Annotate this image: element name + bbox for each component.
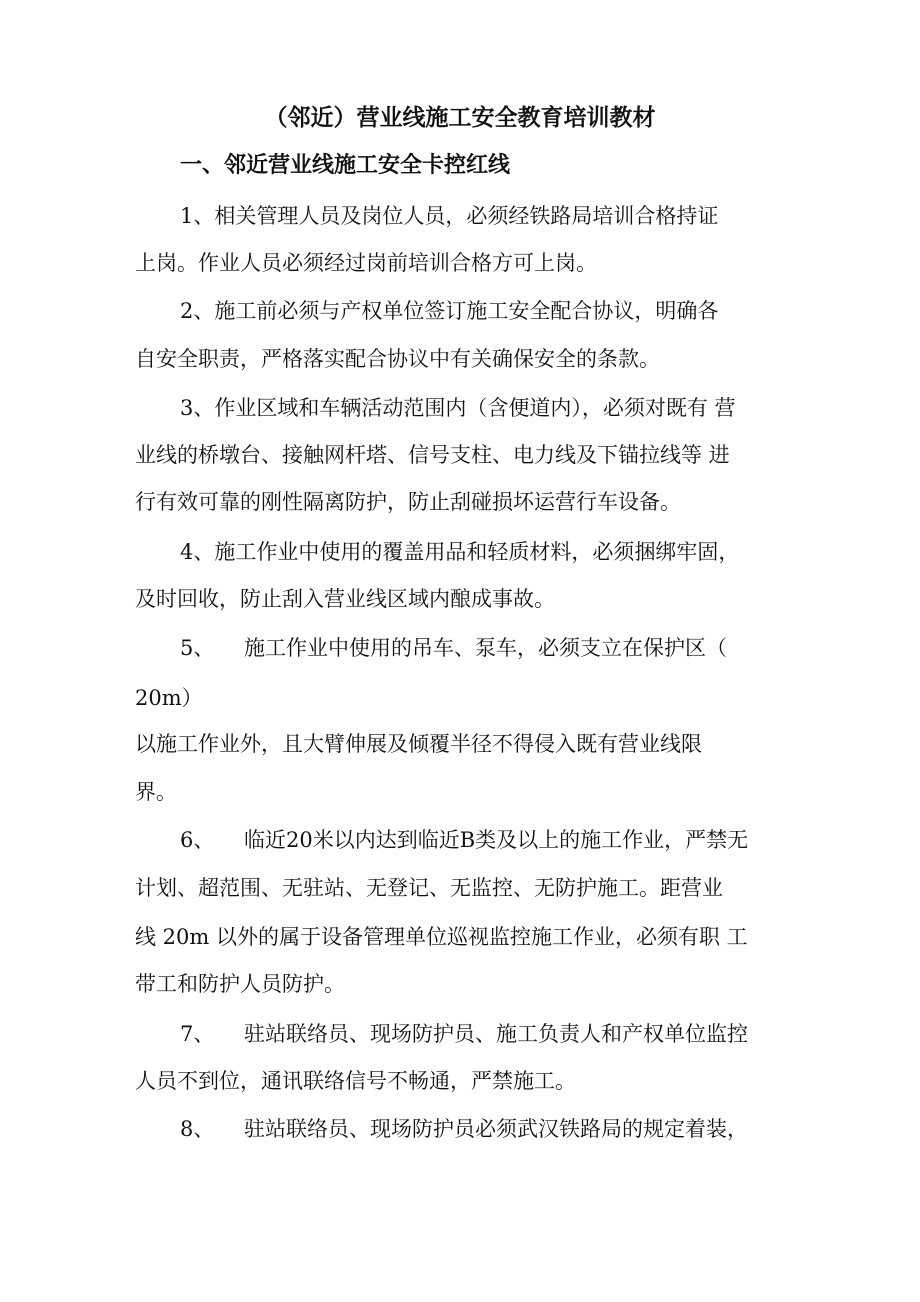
item-2-line-1: 2、施工前必须与产权单位签订施工安全配合协议，明确各	[180, 299, 719, 323]
item-7-number: 7、	[180, 1022, 215, 1046]
item-5-line-4: 界。	[135, 780, 177, 804]
item-5-line-3: 以施工作业外，且大臂伸展及倾覆半径不得侵入既有营业线限	[135, 732, 702, 756]
section-heading: 一、邻近营业线施工安全卡控红线	[180, 152, 511, 178]
item-6-line-4: 带工和防护人员防护。	[135, 972, 345, 996]
item-1-line-1: 1、相关管理人员及岗位人员，必须经铁路局培训合格持证	[180, 204, 719, 228]
item-5-number: 5、	[180, 636, 215, 660]
item-6-line-2: 计划、超范围、无驻站、无登记、无监控、无防护施工。距营业	[135, 876, 723, 900]
item-3-line-2: 业线的桥墩台、接触网杆塔、信号支柱、电力线及下锚拉线等 进	[135, 443, 730, 467]
item-3-line-1: 3、作业区域和车辆活动范围内（含便道内），必须对既有 营	[180, 396, 736, 420]
item-7-line-1: 驻站联络员、现场防护员、施工负责人和产权单位监控	[244, 1022, 748, 1046]
item-5-line-2: 20m）	[135, 686, 203, 710]
item-4-line-2: 及时回收，防止刮入营业线区域内酿成事故。	[135, 587, 555, 611]
item-7-line-2: 人员不到位，通讯联络信号不畅通，严禁施工。	[135, 1069, 576, 1093]
item-8-line-1: 驻站联络员、现场防护员必须武汉铁路局的规定着装，	[244, 1117, 748, 1141]
document-title: （邻近）营业线施工安全教育培训教材	[264, 104, 656, 131]
item-8-number: 8、	[180, 1117, 215, 1141]
item-6-line-3: 线 20m 以外的属于设备管理单位巡视监控施工作业，必须有职 工	[135, 925, 748, 949]
item-3-line-3: 行有效可靠的刚性隔离防护，防止刮碰损坏运营行车设备。	[135, 490, 681, 514]
item-6-line-1: 临近20米以内达到临近B类及以上的施工作业，严禁无	[244, 828, 749, 852]
item-1-line-2: 上岗。作业人员必须经过岗前培训合格方可上岗。	[135, 251, 597, 275]
item-4-line-1: 4、施工作业中使用的覆盖用品和轻质材料，必须捆绑牢固，	[180, 540, 740, 564]
item-6-number: 6、	[180, 828, 215, 852]
item-5-line-1: 施工作业中使用的吊车、泵车，必须支立在保护区（	[244, 636, 727, 660]
item-2-line-2: 自安全职责，严格落实配合协议中有关确保安全的条款。	[135, 347, 660, 371]
